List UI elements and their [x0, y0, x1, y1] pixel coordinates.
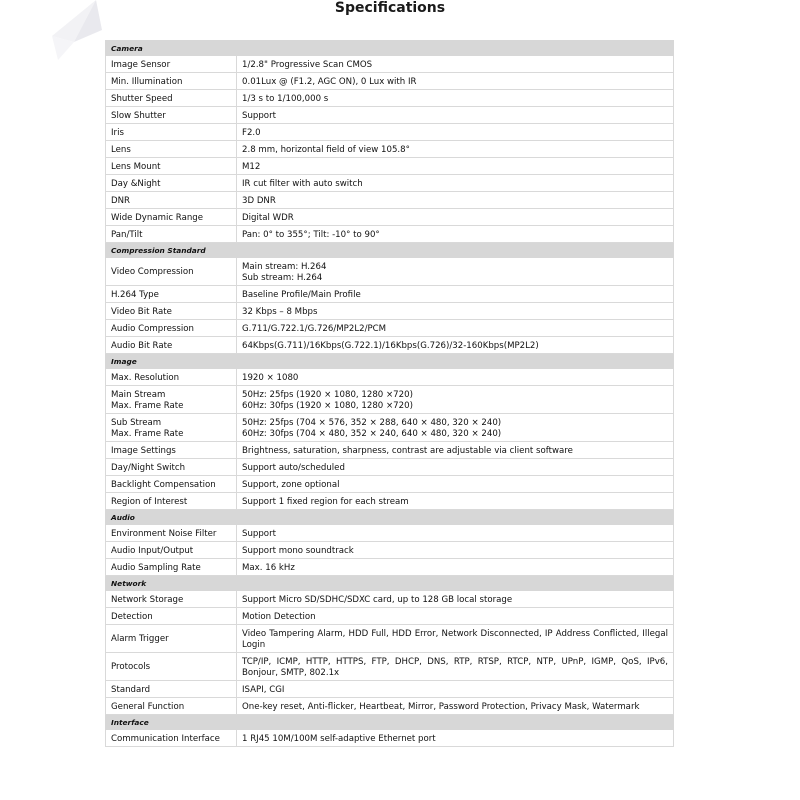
spec-value-line: G.711/G.722.1/G.726/MP2L2/PCM — [242, 323, 387, 334]
spec-label — [106, 386, 237, 414]
spec-row — [106, 107, 674, 124]
spec-row — [106, 653, 674, 681]
spec-row — [106, 591, 674, 608]
spec-value — [237, 141, 674, 158]
spec-row — [106, 608, 674, 625]
spec-row — [106, 625, 674, 653]
spec-value-line: Sub stream: H.264 — [242, 272, 323, 283]
spec-row — [106, 73, 674, 90]
spec-row — [106, 525, 674, 542]
spec-value-line: IR cut filter with auto switch — [242, 178, 363, 189]
spec-value — [237, 73, 674, 90]
section-header — [106, 41, 674, 56]
section-title: Network — [106, 576, 674, 591]
section-header — [106, 354, 674, 369]
spec-value — [237, 320, 674, 337]
section-title: Audio — [106, 510, 674, 525]
spec-value-line: 1920 × 1080 — [242, 372, 299, 383]
spec-value-line: Main stream: H.264 — [242, 261, 327, 272]
spec-label: Day &Night — [106, 175, 237, 192]
spec-row — [106, 337, 674, 354]
spec-value — [237, 493, 674, 510]
spec-row — [106, 209, 674, 226]
spec-row — [106, 158, 674, 175]
spec-value-line: Support mono soundtrack — [242, 545, 354, 556]
spec-value — [237, 591, 674, 608]
spec-label: Slow Shutter — [106, 107, 237, 124]
spec-value — [237, 258, 674, 286]
spec-value-line: ISAPI, CGI — [242, 684, 285, 695]
spec-row — [106, 192, 674, 209]
spec-value — [237, 525, 674, 542]
section-title: Interface — [106, 715, 674, 730]
spec-row — [106, 493, 674, 510]
spec-row — [106, 681, 674, 698]
spec-label: Wide Dynamic Range — [106, 209, 237, 226]
spec-value-line: 1/3 s to 1/100,000 s — [242, 93, 329, 104]
spec-value — [237, 542, 674, 559]
spec-value — [237, 559, 674, 576]
spec-value — [237, 209, 674, 226]
spec-value-line: 1 RJ45 10M/100M self-adaptive Ethernet port — [242, 733, 436, 744]
spec-value — [237, 158, 674, 175]
spec-label: Audio Bit Rate — [106, 337, 237, 354]
spec-label: Iris — [106, 124, 237, 141]
spec-value-line: 64Kbps(G.711)/16Kbps(G.722.1)/16Kbps(G.726)/32-160Kbps(MP2L2) — [242, 340, 539, 351]
spec-label: Video Compression — [106, 258, 237, 286]
spec-label: H.264 Type — [106, 286, 237, 303]
spec-value-line: Support — [242, 528, 276, 539]
spec-row — [106, 414, 674, 442]
specifications-table-body — [106, 41, 674, 747]
spec-value-line: 0.01Lux @ (F1.2, AGC ON), 0 Lux with IR — [242, 76, 417, 87]
spec-label: Backlight Compensation — [106, 476, 237, 493]
spec-label: Protocols — [106, 653, 237, 681]
spec-value-line: Support 1 fixed region for each stream — [242, 496, 409, 507]
spec-row — [106, 303, 674, 320]
spec-value-line: 1/2.8" Progressive Scan CMOS — [242, 59, 373, 70]
spec-value-line: Motion Detection — [242, 611, 316, 622]
spec-value-line: Baseline Profile/Main Profile — [242, 289, 361, 300]
spec-label: General Function — [106, 698, 237, 715]
spec-value-line: 60Hz: 30fps (704 × 480, 352 × 240, 640 × 480, 320 × 240) — [242, 428, 502, 439]
spec-value — [237, 226, 674, 243]
spec-value-line: Support, zone optional — [242, 479, 340, 490]
spec-value-line: 50Hz: 25fps (704 × 576, 352 × 288, 640 × 480, 320 × 240) — [242, 417, 502, 428]
spec-row — [106, 542, 674, 559]
spec-label: Alarm Trigger — [106, 625, 237, 653]
spec-value-line: F2.0 — [242, 127, 261, 138]
spec-value — [237, 90, 674, 107]
spec-value-line: 60Hz: 30fps (1920 × 1080, 1280 ×720) — [242, 400, 413, 411]
spec-label: Communication Interface — [106, 730, 237, 747]
spec-row — [106, 258, 674, 286]
spec-label: Min. Illumination — [106, 73, 237, 90]
section-header — [106, 243, 674, 258]
spec-label: Day/Night Switch — [106, 459, 237, 476]
spec-value — [237, 414, 674, 442]
spec-value — [237, 442, 674, 459]
spec-value-line: Support Micro SD/SDHC/SDXC card, up to 128 GB local storage — [242, 594, 513, 605]
spec-label — [106, 414, 237, 442]
spec-row — [106, 90, 674, 107]
spec-value-line: Support — [242, 110, 276, 121]
spec-value-line: Video Tampering Alarm, HDD Full, HDD Error, Network Disconnected, IP Address Conflicted, Illegal Login — [242, 628, 669, 650]
spec-label: Audio Input/Output — [106, 542, 237, 559]
spec-row — [106, 369, 674, 386]
spec-label: Detection — [106, 608, 237, 625]
spec-value — [237, 698, 674, 715]
spec-value-line: One-key reset, Anti-flicker, Heartbeat, Mirror, Password Protection, Privacy Mask, Watermark — [242, 701, 640, 712]
spec-value-line: 2.8 mm, horizontal field of view 105.8° — [242, 144, 410, 155]
spec-label: Environment Noise Filter — [106, 525, 237, 542]
spec-value — [237, 124, 674, 141]
spec-label: Audio Compression — [106, 320, 237, 337]
spec-label: Standard — [106, 681, 237, 698]
page-title: Specifications — [334, 0, 446, 16]
spec-row — [106, 226, 674, 243]
spec-row — [106, 320, 674, 337]
specifications-table — [105, 40, 674, 747]
spec-row — [106, 286, 674, 303]
spec-row — [106, 175, 674, 192]
spec-value — [237, 653, 674, 681]
spec-value-line: 3D DNR — [242, 195, 276, 206]
spec-label: Network Storage — [106, 591, 237, 608]
section-header — [106, 576, 674, 591]
spec-label-line: Main Stream — [111, 389, 166, 400]
spec-row — [106, 442, 674, 459]
section-header — [106, 510, 674, 525]
spec-value — [237, 369, 674, 386]
spec-label-line: Sub Stream — [111, 417, 162, 428]
spec-label: Image Sensor — [106, 56, 237, 73]
spec-label: Max. Resolution — [106, 369, 237, 386]
spec-label: Lens — [106, 141, 237, 158]
spec-value-line: Pan: 0° to 355°; Tilt: -10° to 90° — [242, 229, 380, 240]
spec-row — [106, 698, 674, 715]
spec-value-line: Brightness, saturation, sharpness, contrast are adjustable via client software — [242, 445, 573, 456]
spec-label-line: Max. Frame Rate — [111, 400, 184, 411]
section-title: Camera — [106, 41, 674, 56]
spec-value — [237, 386, 674, 414]
spec-label: Lens Mount — [106, 158, 237, 175]
spec-value — [237, 476, 674, 493]
section-header — [106, 715, 674, 730]
spec-value — [237, 175, 674, 192]
spec-label: Video Bit Rate — [106, 303, 237, 320]
spec-value — [237, 608, 674, 625]
spec-row — [106, 141, 674, 158]
spec-value-line: 50Hz: 25fps (1920 × 1080, 1280 ×720) — [242, 389, 413, 400]
spec-value-line: TCP/IP, ICMP, HTTP, HTTPS, FTP, DHCP, DNS, RTP, RTSP, RTCP, NTP, UPnP, IGMP, QoS, IPv6, Bonjour, SMTP, 802.1x — [242, 656, 669, 678]
spec-label: Region of Interest — [106, 493, 237, 510]
spec-value — [237, 286, 674, 303]
spec-row — [106, 56, 674, 73]
spec-label: Audio Sampling Rate — [106, 559, 237, 576]
spec-value-line: 32 Kbps – 8 Mbps — [242, 306, 318, 317]
spec-row — [106, 386, 674, 414]
spec-value — [237, 730, 674, 747]
spec-value — [237, 459, 674, 476]
spec-value-line: Max. 16 kHz — [242, 562, 295, 573]
spec-value — [237, 625, 674, 653]
section-title: Compression Standard — [106, 243, 674, 258]
spec-value — [237, 107, 674, 124]
spec-row — [106, 476, 674, 493]
spec-label: Pan/Tilt — [106, 226, 237, 243]
spec-label: DNR — [106, 192, 237, 209]
spec-value — [237, 192, 674, 209]
spec-label: Shutter Speed — [106, 90, 237, 107]
spec-row — [106, 559, 674, 576]
spec-row — [106, 730, 674, 747]
spec-value-line: M12 — [242, 161, 261, 172]
spec-value-line: Digital WDR — [242, 212, 294, 223]
spec-value — [237, 56, 674, 73]
spec-value — [237, 681, 674, 698]
spec-value-line: Support auto/scheduled — [242, 462, 345, 473]
spec-row — [106, 124, 674, 141]
spec-value — [237, 303, 674, 320]
section-title: Image — [106, 354, 674, 369]
spec-value — [237, 337, 674, 354]
spec-label: Image Settings — [106, 442, 237, 459]
spec-label-line: Max. Frame Rate — [111, 428, 184, 439]
spec-row — [106, 459, 674, 476]
